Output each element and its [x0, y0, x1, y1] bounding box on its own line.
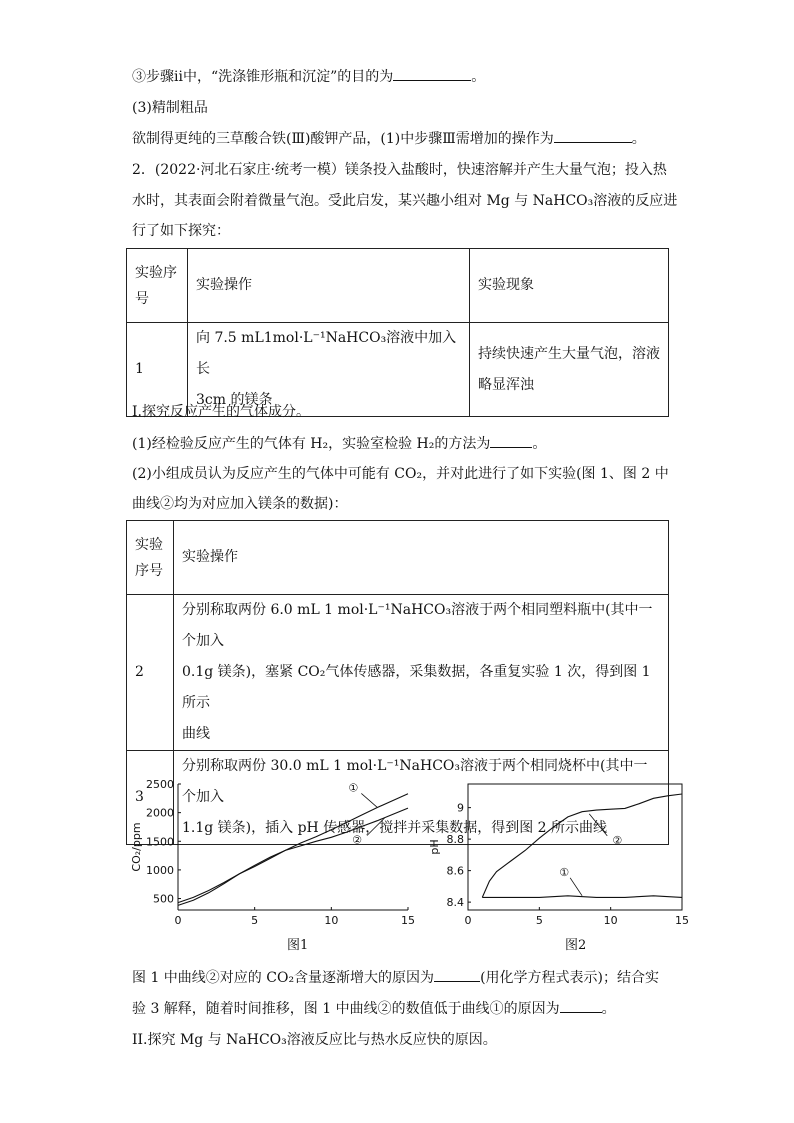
- header-cell: 实验 序号: [127, 521, 174, 595]
- header-cell: 实验现象: [470, 249, 669, 323]
- answer-blank[interactable]: [490, 433, 532, 448]
- question-i-2-line-1: (2)小组成员认为反应产生的气体中可能有 CO₂，并对此进行了如下实验(图 1、图 2 中: [132, 466, 669, 482]
- y-tick-label: 500: [153, 892, 174, 906]
- figure-2-ph-chart: [430, 776, 690, 936]
- y-tick-label: 8.6: [446, 864, 464, 878]
- table-cell: 持续快速产生大量气泡，溶液 略显浑浊: [470, 323, 669, 417]
- series-label-leader: [367, 818, 385, 836]
- series-label: ①: [348, 781, 359, 795]
- problem-2-intro-1: 2．(2022·河北石家庄·统考一模）镁条投入盐酸时，快速溶解并产生大量气泡；投入热: [132, 162, 667, 178]
- question-line-3: 欲制得更纯的三草酸合铁(Ⅲ)酸钾产品，(1)中步骤Ⅲ需增加的操作为 。: [132, 128, 646, 149]
- y-tick-label: 9: [457, 801, 464, 815]
- section-heading: (3)精制粗品: [132, 100, 208, 116]
- plot-frame: [468, 784, 682, 910]
- series-label-leader: [589, 814, 607, 836]
- question-i-2-line-2: 曲线②均为对应加入镁条的数据)：: [132, 496, 348, 512]
- x-tick-label: 15: [401, 914, 415, 927]
- y-tick-label: 1000: [146, 863, 174, 877]
- question-i-1: (1)经检验反应产生的气体有 H₂，实验室检验 H₂的方法为 。: [132, 433, 546, 454]
- series-label-leader: [361, 793, 377, 807]
- problem-2-intro-3: 行了如下探究：: [132, 223, 230, 239]
- part-i-heading: I.探究反应产生的气体成分。: [132, 404, 310, 420]
- series-label: ②: [352, 833, 362, 847]
- y-axis-label: CO₂/ppm: [130, 822, 143, 872]
- table-cell: 向 7.5 mL1mol·L⁻¹NaHCO₃溶液中加入长 3cm 的镁条: [188, 323, 470, 417]
- header-cell: 实验操作: [174, 521, 669, 595]
- answer-blank[interactable]: [434, 967, 480, 982]
- y-tick-label: 2000: [146, 806, 174, 820]
- header-cell: 实验序号: [127, 249, 188, 323]
- x-tick-label: 0: [464, 914, 472, 927]
- figure-1-co2-chart: [128, 776, 428, 936]
- experiment-table-1: [126, 248, 669, 417]
- y-tick-label: 1500: [146, 835, 174, 849]
- answer-blank[interactable]: [393, 66, 471, 81]
- problem-2-intro-2: 水时，其表面会附着微量气泡。受此启发，某兴趣小组对 Mg 与 NaHCO₃溶液的反应进: [132, 193, 678, 209]
- figure-1-caption: 图1: [287, 938, 309, 953]
- x-tick-label: 5: [535, 914, 543, 927]
- series-line-1: [482, 896, 682, 898]
- question-curve-line-1: 图 1 中曲线②对应的 CO₂含量逐渐增大的原因为 (用化学方程式表示)；结合实: [132, 967, 659, 988]
- y-tick-label: 8.8: [446, 833, 464, 847]
- y-tick-label: 8.4: [446, 896, 464, 910]
- header-cell: 实验操作: [188, 249, 470, 323]
- y-axis-label: pH: [428, 839, 441, 855]
- answer-blank[interactable]: [554, 128, 632, 143]
- table-cell: 1: [127, 323, 188, 417]
- series-label: ②: [612, 833, 623, 847]
- part-ii-heading: II.探究 Mg 与 NaHCO₃溶液反应比与热水反应快的原因。: [132, 1032, 497, 1048]
- table-cell: 分别称取两份 30.0 mL 1 mol·L⁻¹NaHCO₃溶液于两个相同烧杯中(其中一个加入 1.1g 镁条)，插入 pH 传感器，搅拌并采集数据，得到图 2 所示曲线: [174, 751, 669, 845]
- series-label: ①: [559, 865, 570, 879]
- y-tick-label: 2500: [146, 778, 174, 791]
- x-tick-label: 10: [324, 914, 339, 927]
- table-cell: 分别称取两份 6.0 mL 1 mol·L⁻¹NaHCO₃溶液于两个相同塑料瓶中(其中一个加入 0.1g 镁条)，塞紧 CO₂气体传感器，采集数据，各重复实验 1 次，得到图 1 所示 曲线: [174, 595, 669, 751]
- series-line-2: [482, 794, 682, 897]
- answer-blank[interactable]: [560, 998, 602, 1013]
- question-curve-line-2: 验 3 解释，随着时间推移，图 1 中曲线②的数值低于曲线①的原因为 。: [132, 998, 616, 1019]
- x-tick-label: 5: [251, 914, 259, 927]
- question-line-1: ③步骤ⅱ中，“洗涤锥形瓶和沉淀”的目的为 。: [132, 66, 485, 87]
- table-cell: 3: [127, 751, 174, 845]
- series-line-2: [178, 808, 408, 905]
- series-label-leader: [570, 878, 582, 896]
- x-tick-label: 10: [603, 914, 618, 927]
- table-cell: 2: [127, 595, 174, 751]
- x-tick-label: 15: [675, 914, 689, 927]
- x-tick-label: 0: [174, 914, 182, 927]
- figure-2-caption: 图2: [565, 938, 587, 953]
